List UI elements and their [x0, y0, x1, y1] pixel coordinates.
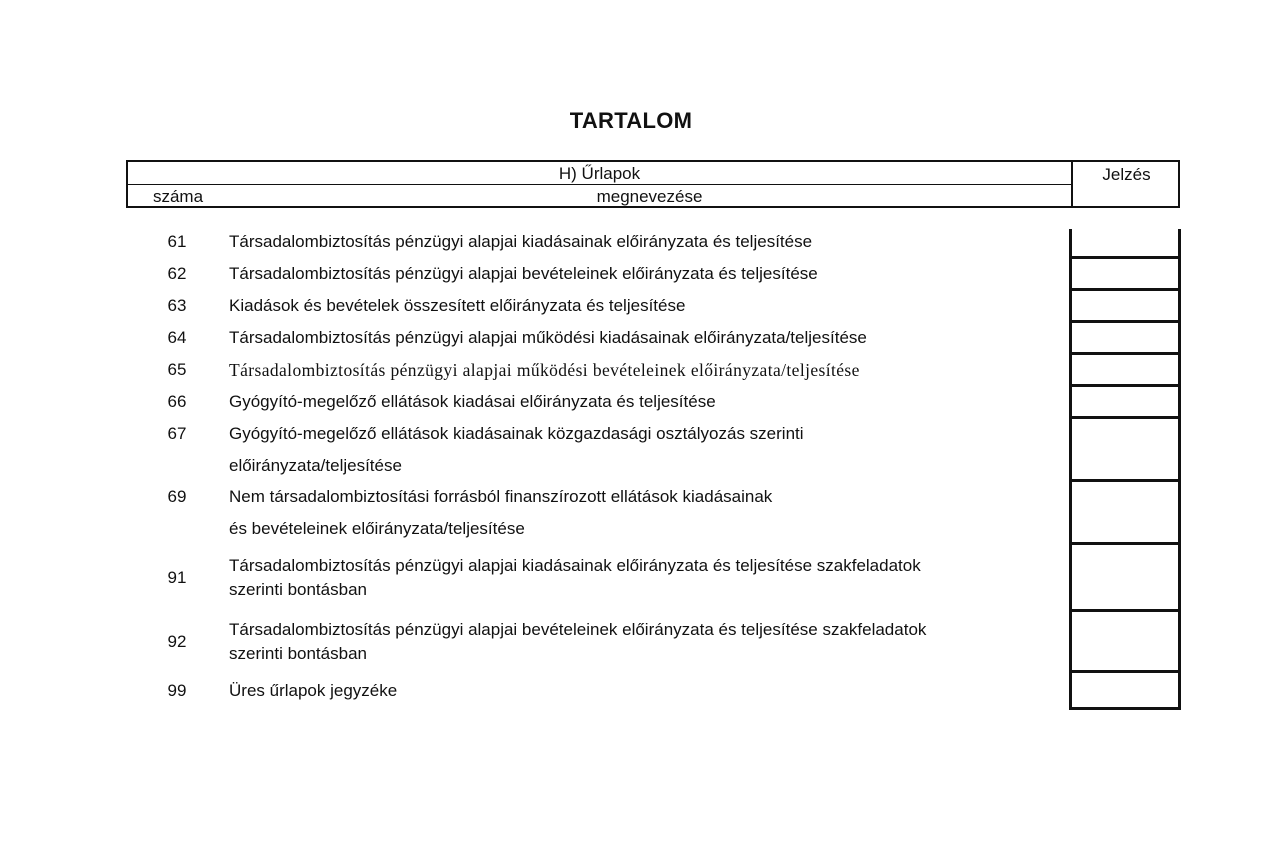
form-title: Társadalombiztosítás pénzügyi alapjai működési kiadásainak előirányzata/teljesítése — [229, 328, 867, 347]
mark-box[interactable] — [1069, 355, 1181, 387]
mark-box[interactable] — [1069, 259, 1181, 291]
form-title-line-1: Nem társadalombiztosítási forrásból finanszírozott ellátások kiadásainak — [229, 487, 773, 506]
mark-box[interactable] — [1069, 291, 1181, 323]
form-title-line-2: szerinti bontásban — [229, 644, 367, 663]
table-header — [126, 160, 1180, 208]
form-number: 69 — [167, 487, 187, 506]
form-number: 91 — [167, 568, 187, 587]
column-header-mark: Jelzés — [1071, 162, 1180, 206]
mark-box[interactable] — [1069, 419, 1181, 482]
form-number: 64 — [167, 328, 187, 347]
mark-box[interactable] — [1069, 482, 1181, 545]
form-number: 61 — [167, 232, 187, 251]
mark-box[interactable] — [1069, 673, 1181, 710]
form-title: Kiadások és bevételek összesített előirányzata és teljesítése — [229, 296, 686, 315]
form-number: 99 — [167, 681, 187, 700]
page-title: TARTALOM — [569, 108, 693, 133]
form-number: 65 — [167, 360, 187, 379]
open-top-mask — [1069, 226, 1181, 229]
form-number: 67 — [167, 424, 187, 443]
mark-box[interactable] — [1069, 323, 1181, 355]
form-title: Gyógyító-megelőző ellátások kiadásai előirányzata és teljesítése — [229, 392, 716, 411]
mark-box[interactable] — [1069, 226, 1181, 259]
mark-box[interactable] — [1069, 545, 1181, 612]
form-title-line-1: Gyógyító-megelőző ellátások kiadásainak közgazdasági osztályozás szerinti — [229, 424, 804, 443]
mark-box[interactable] — [1069, 612, 1181, 673]
form-title: Társadalombiztosítás pénzügyi alapjai bevételeinek előirányzata és teljesítése — [229, 264, 818, 283]
form-title-line-2: és bevételeinek előirányzata/teljesítése — [229, 519, 525, 538]
section-heading: H) Űrlapok — [128, 162, 1071, 185]
form-number: 62 — [167, 264, 187, 283]
form-number: 92 — [167, 632, 187, 651]
form-title: Társadalombiztosítás pénzügyi alapjai kiadásainak előirányzata és teljesítése — [229, 232, 813, 251]
form-title: Társadalombiztosítás pénzügyi alapjai működési bevételeinek előirányzata/teljesítése — [229, 360, 860, 380]
mark-box[interactable] — [1069, 387, 1181, 419]
form-number: 66 — [167, 392, 187, 411]
form-number: 63 — [167, 296, 187, 315]
form-title-line-1: Társadalombiztosítás pénzügyi alapjai kiadásainak előirányzata és teljesítése szakfeladatok — [229, 556, 921, 575]
form-title-line-2: szerinti bontásban — [229, 580, 367, 599]
form-title-line-1: Társadalombiztosítás pénzügyi alapjai bevételeinek előirányzata és teljesítése szakfeladatok — [229, 620, 927, 639]
column-header-number: száma — [152, 187, 204, 206]
column-header-name: megnevezése — [596, 187, 703, 206]
form-title-line-2: előirányzata/teljesítése — [229, 456, 402, 475]
form-title: Üres űrlapok jegyzéke — [229, 681, 398, 700]
